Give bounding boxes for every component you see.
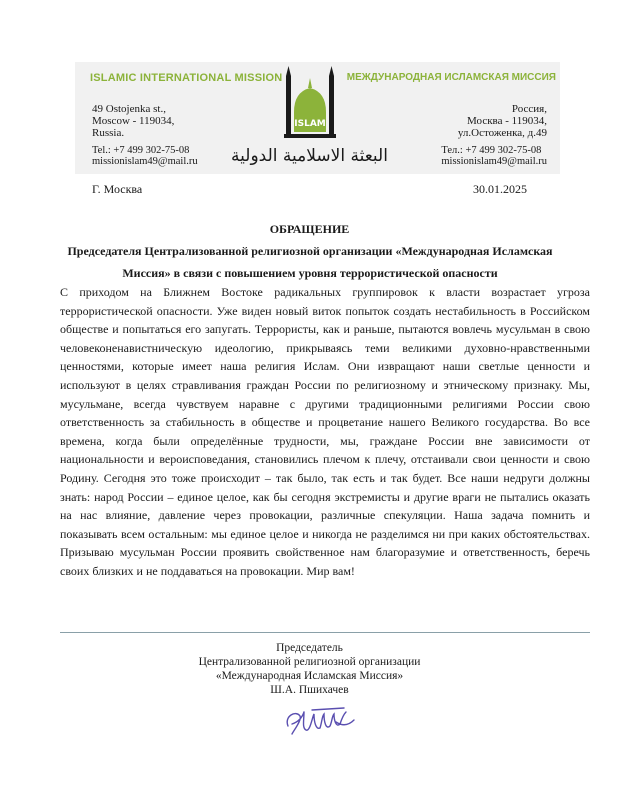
email: missionislam49@mail.ru <box>441 156 547 167</box>
address-line: 49 Ostojenka st., <box>92 103 166 115</box>
address-line: Russia. <box>92 127 125 139</box>
signatory-name: Ш.А. Пшихачев <box>270 684 349 696</box>
address-en <box>92 103 174 139</box>
signatory-position: Председатель <box>276 642 343 654</box>
signatory-org-line: «Международная Исламская Миссия» <box>215 670 404 682</box>
divider <box>60 632 590 633</box>
address-ru <box>458 103 547 139</box>
document-subtitle: Председателя Централизованной религиозной организации «Международная Исламская Миссия» в связи с повышением уровня террористической опасности <box>67 244 553 280</box>
address-line: Москва - 119034, <box>467 115 547 127</box>
phone: Tel.: +7 499 302-75-08 <box>92 145 190 156</box>
org-name-en: ISLAMIC INTERNATIONAL MISSION <box>90 72 283 84</box>
arabic-org-name: البعثة الاسلامية الدولية <box>231 146 388 166</box>
mosque-logo-icon <box>280 64 340 144</box>
body-paragraph: С приходом на Ближнем Востоке радикальных группировок к власти возрастает угроза террористической опасности. Уже виден новый виток попыток создать нестабильность в Российском обществе и попытаться его запугать. Террористы, как и раньше, пытаются вовлечь мусульман в свою человеконенавистническую идеологию, прикрываясь теми великими духовно-нравственными ценностями, которые имеет наша религия Ислам. Они извращают наши светлые ценности и используют в целях стравливания граждан России по религиозному и этническому признаку. Мы, мусульмане, всегда чувствуем наравне с другими традиционными религиями России свою ответственность за стабильность в обществе и процветание нашего Великого государства. Во все времена, когда были определённые трудности, мы, граждане России вне зависимости от национальности и вероисповедания, становились плечом к плечу, отстаивали свои ценности и свою Родину. Сегодня это тоже происходит – так было, так есть и так будет. Все наши недруги должны знать: народ России – единое целое, как бы сегодня экстремисты и другие враги не пытались оказать на нас влияние, давление через провокации, различные спекуляции. Наша задача помнить и показывать всем остальным: мы единое целое и никогда не разделимся ни при каких обстоятельствах. Призываю мусульман России проявить свойственное нам благоразумие и ответственность, беречь своих близких и не поддаваться на провокации. Мир вам! <box>60 285 590 578</box>
place: Г. Москва <box>92 182 143 196</box>
date: 30.01.2025 <box>473 182 527 196</box>
signatory-org-line: Централизованной религиозной организации <box>198 656 421 668</box>
document-title: ОБРАЩЕНИЕ <box>269 222 350 236</box>
email: missionislam49@mail.ru <box>92 156 198 167</box>
address-line: Moscow - 119034, <box>92 115 175 127</box>
address-line: ул.Остоженка, д.49 <box>457 127 547 139</box>
org-name-ru: МЕЖДУНАРОДНАЯ ИСЛАМСКАЯ МИССИЯ <box>346 72 556 83</box>
handwritten-signature <box>282 704 362 740</box>
logo-text: ISLAM <box>294 119 326 129</box>
phone: Тел.: +7 499 302-75-08 <box>441 145 542 156</box>
address-line: Россия, <box>511 103 547 115</box>
signature-block <box>0 641 619 697</box>
